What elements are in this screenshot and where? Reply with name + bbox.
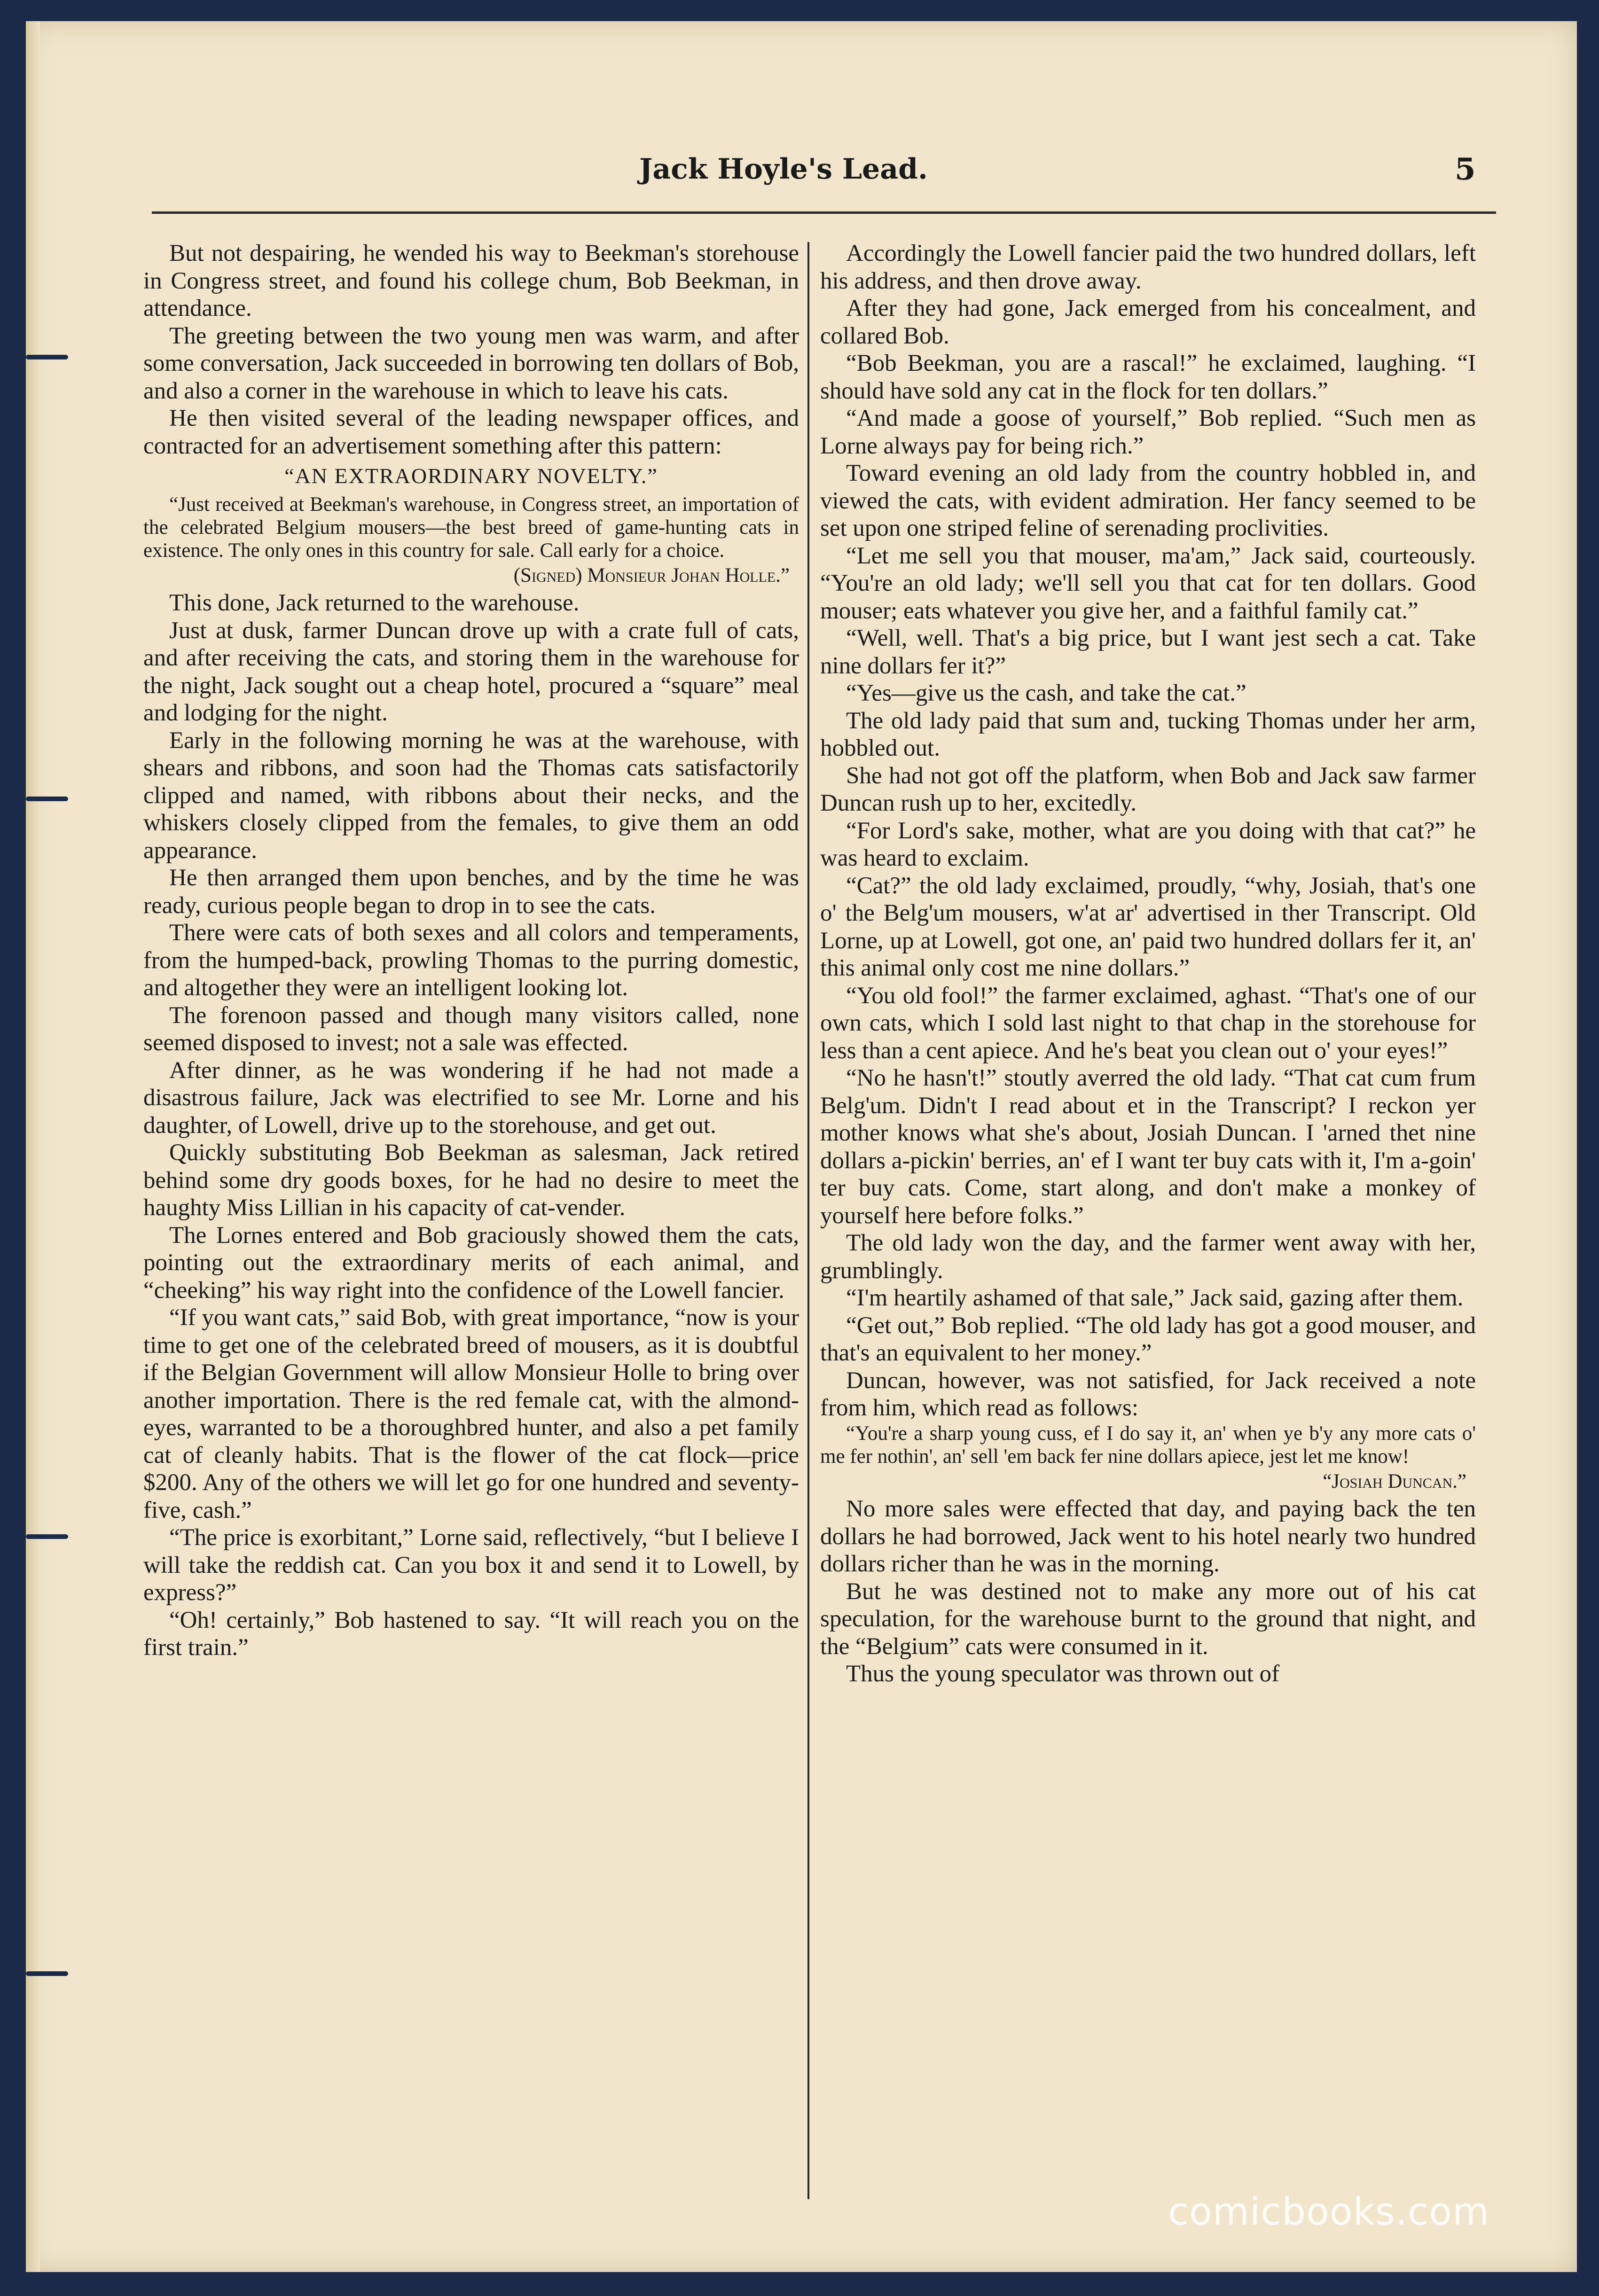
paragraph: “Well, well. That's a big price, but I want jest sech a cat. Take nine dollars fer it?” [820, 625, 1476, 679]
paragraph: Just at dusk, farmer Duncan drove up with a crate full of cats, and after receiving the cats, and storing them in the warehouse for the night, Jack sought out a cheap hotel, procured a “square” meal and lodging for the night. [143, 617, 799, 726]
paragraph: This done, Jack returned to the warehouse. [169, 590, 580, 616]
paragraph: She had not got off the platform, when Bob and Jack saw farmer Duncan rush up to her, excitedly. [820, 762, 1476, 816]
paragraph: “Bob Beekman, you are a rascal!” he exclaimed, laughing. “I should have sold any cat in the flock for ten dollars.” [820, 350, 1476, 404]
paragraph: “Yes—give us the cash, and take the cat.” [846, 680, 1246, 706]
paragraph: After they had gone, Jack emerged from his concealment, and collared Bob. [820, 295, 1476, 349]
paragraph: He then visited several of the leading newspaper offices, and contracted for an advertisement something after this pattern: [143, 405, 799, 459]
paragraph: The Lornes entered and Bob graciously showed them the cats, pointing out the extraordinary merits of each animal, and “cheeking” his way right into the confidence of the Lowell fancier. [143, 1222, 799, 1304]
paragraph: But not despairing, he wended his way to Beekman's storehouse in Congress street, and found his college chum, Bob Beekman, in attendance. [143, 240, 799, 321]
note-body: “You're a sharp young cuss, ef I do say it, an' when ye b'y any more cats o' me fer nothin', an' sell 'em back fer nine dollars apiece, jest let me know! [820, 1422, 1476, 1468]
running-title: Jack Hoyle's Lead. [639, 153, 928, 186]
magazine-page [26, 21, 1577, 2272]
paragraph: He then arranged them upon benches, and by the time he was ready, curious people began to drop in to see the cats. [143, 865, 799, 919]
paragraph: “And made a goose of yourself,” Bob replied. “Such men as Lorne always pay for being rich.” [820, 405, 1476, 459]
paragraph: After dinner, as he was wondering if he had not made a disastrous failure, Jack was electrified to see Mr. Lorne and his daughter, of Lowell, drive up to the storehouse, and get out. [143, 1057, 799, 1139]
header-rule [152, 211, 1496, 214]
paragraph: Thus the young speculator was thrown out of [846, 1661, 1280, 1687]
paragraph: But he was destined not to make any more out of his cat speculation, for the warehouse burnt to the ground that night, and the “Belgium” cats were consumed in it. [820, 1578, 1476, 1660]
page-number: 5 [1455, 152, 1476, 187]
paragraph: “Let me sell you that mouser, ma'am,” Jack said, courteously. “You're an old lady; we'll sell you that cat for ten dollars. Good mouser; eats whatever you give her, and a faithful family cat.” [820, 542, 1476, 624]
paragraph: “The price is exorbitant,” Lorne said, reflectively, “but I believe I will take the reddish cat. Can you box it and send it to Lowell, by express?” [143, 1524, 799, 1606]
column-divider [807, 242, 809, 2199]
paragraph: “If you want cats,” said Bob, with great importance, “now is your time to get one of the celebrated breed of mousers, as it is doubtful if the Belgian Government will allow Monsieur Holle to bring over another importation. There is the red female cat, with the almond-eyes, warranted to be a thoroughbred hunter, and also a pet family cat of cleanly habits. That is the flower of the cat flock—price $200. Any of the others we will let go for one hundred and seventy-five, cash.” [143, 1304, 799, 1523]
paragraph: The old lady paid that sum and, tucking Thomas under her arm, hobbled out. [820, 707, 1476, 761]
binding-stitch [26, 1967, 68, 1981]
paragraph: Accordingly the Lowell fancier paid the two hundred dollars, left his address, and then drove away. [820, 240, 1476, 294]
paragraph: “Cat?” the old lady exclaimed, proudly, “why, Josiah, that's one o' the Belg'um mousers, w'at ar' advertised in ther Transcript. Old Lorne, up at Lowell, got one, an' paid two hundred dollars fer it, an' this animal only cost me nine dollars.” [820, 872, 1476, 981]
advertisement-signature: (Signed) Monsieur Johan Holle.” [513, 564, 790, 586]
advertisement-body: “Just received at Beekman's warehouse, in Congress street, an importation of the celebrated Belgium mousers—the best breed of game-hunting cats in existence. The only ones in this country for sale. Call early for a choice. [143, 493, 799, 562]
right-column [820, 240, 1476, 1688]
paragraph: The greeting between the two young men was warm, and after some conversation, Jack succeeded in borrowing ten dollars of Bob, and also a corner in the warehouse in which to leave his cats. [143, 322, 799, 404]
binding-stitch [26, 1530, 68, 1544]
binding-stitch [26, 350, 68, 364]
note-signature: “Josiah Duncan.” [1323, 1470, 1466, 1492]
paragraph: No more sales were effected that day, and paying back the ten dollars he had borrowed, Jack went to his hotel nearly two hundred dollars richer than he was in the morning. [820, 1496, 1476, 1577]
paragraph: “No he hasn't!” stoutly averred the old lady. “That cat cum frum Belg'um. Didn't I read about et in the Transcript? I reckon yer mother knows what she's about, Josiah Duncan. I 'arned thet nine dollars a-pickin' berries, an' ef I want ter buy cats with it, I'm a-goin' ter buy cats. Come, start along, and don't make a monkey of yourself here before folks.” [820, 1065, 1476, 1229]
advertisement-heading: “AN EXTRAORDINARY NOVELTY.” [284, 464, 658, 488]
paragraph: Early in the following morning he was at the warehouse, with shears and ribbons, and soon had the Thomas cats satisfactorily clipped and named, with ribbons about their necks, and the whiskers closely clipped from the females, to give them an odd appearance. [143, 727, 799, 864]
paragraph: “You old fool!” the farmer exclaimed, aghast. “That's one of our own cats, which I sold last night to that chap in the storehouse for less than a cent apiece. And he's beat you clean out o' your eyes!” [820, 982, 1476, 1064]
left-column [143, 240, 799, 1662]
paragraph: “Oh! certainly,” Bob hastened to say. “It will reach you on the first train.” [143, 1607, 799, 1661]
paragraph: “I'm heartily ashamed of that sale,” Jack said, gazing after them. [846, 1285, 1464, 1311]
paragraph: Duncan, however, was not satisfied, for Jack received a note from him, which read as follows: [820, 1367, 1476, 1421]
paragraph: Toward evening an old lady from the country hobbled in, and viewed the cats, with evident admiration. Her fancy seemed to be set upon one striped feline of serenading proclivities. [820, 460, 1476, 541]
paragraph: “For Lord's sake, mother, what are you doing with that cat?” he was heard to exclaim. [820, 817, 1476, 871]
paragraph: The forenoon passed and though many visitors called, none seemed disposed to invest; not a sale was effected. [143, 1002, 799, 1056]
paragraph: Quickly substituting Bob Beekman as salesman, Jack retired behind some dry goods boxes, for he had no desire to meet the haughty Miss Lillian in his capacity of cat-vender. [143, 1140, 799, 1221]
paragraph: “Get out,” Bob replied. “The old lady has got a good mouser, and that's an equivalent to her money.” [820, 1312, 1476, 1366]
paragraph: The old lady won the day, and the farmer went away with her, grumblingly. [820, 1230, 1476, 1284]
binding-stitch [26, 792, 68, 806]
paragraph: There were cats of both sexes and all colors and temperaments, from the humped-back, prowling Thomas to the purring domestic, and altogether they were an intelligent looking lot. [143, 920, 799, 1001]
watermark-logo: comicbooks.com [1168, 2190, 1490, 2234]
